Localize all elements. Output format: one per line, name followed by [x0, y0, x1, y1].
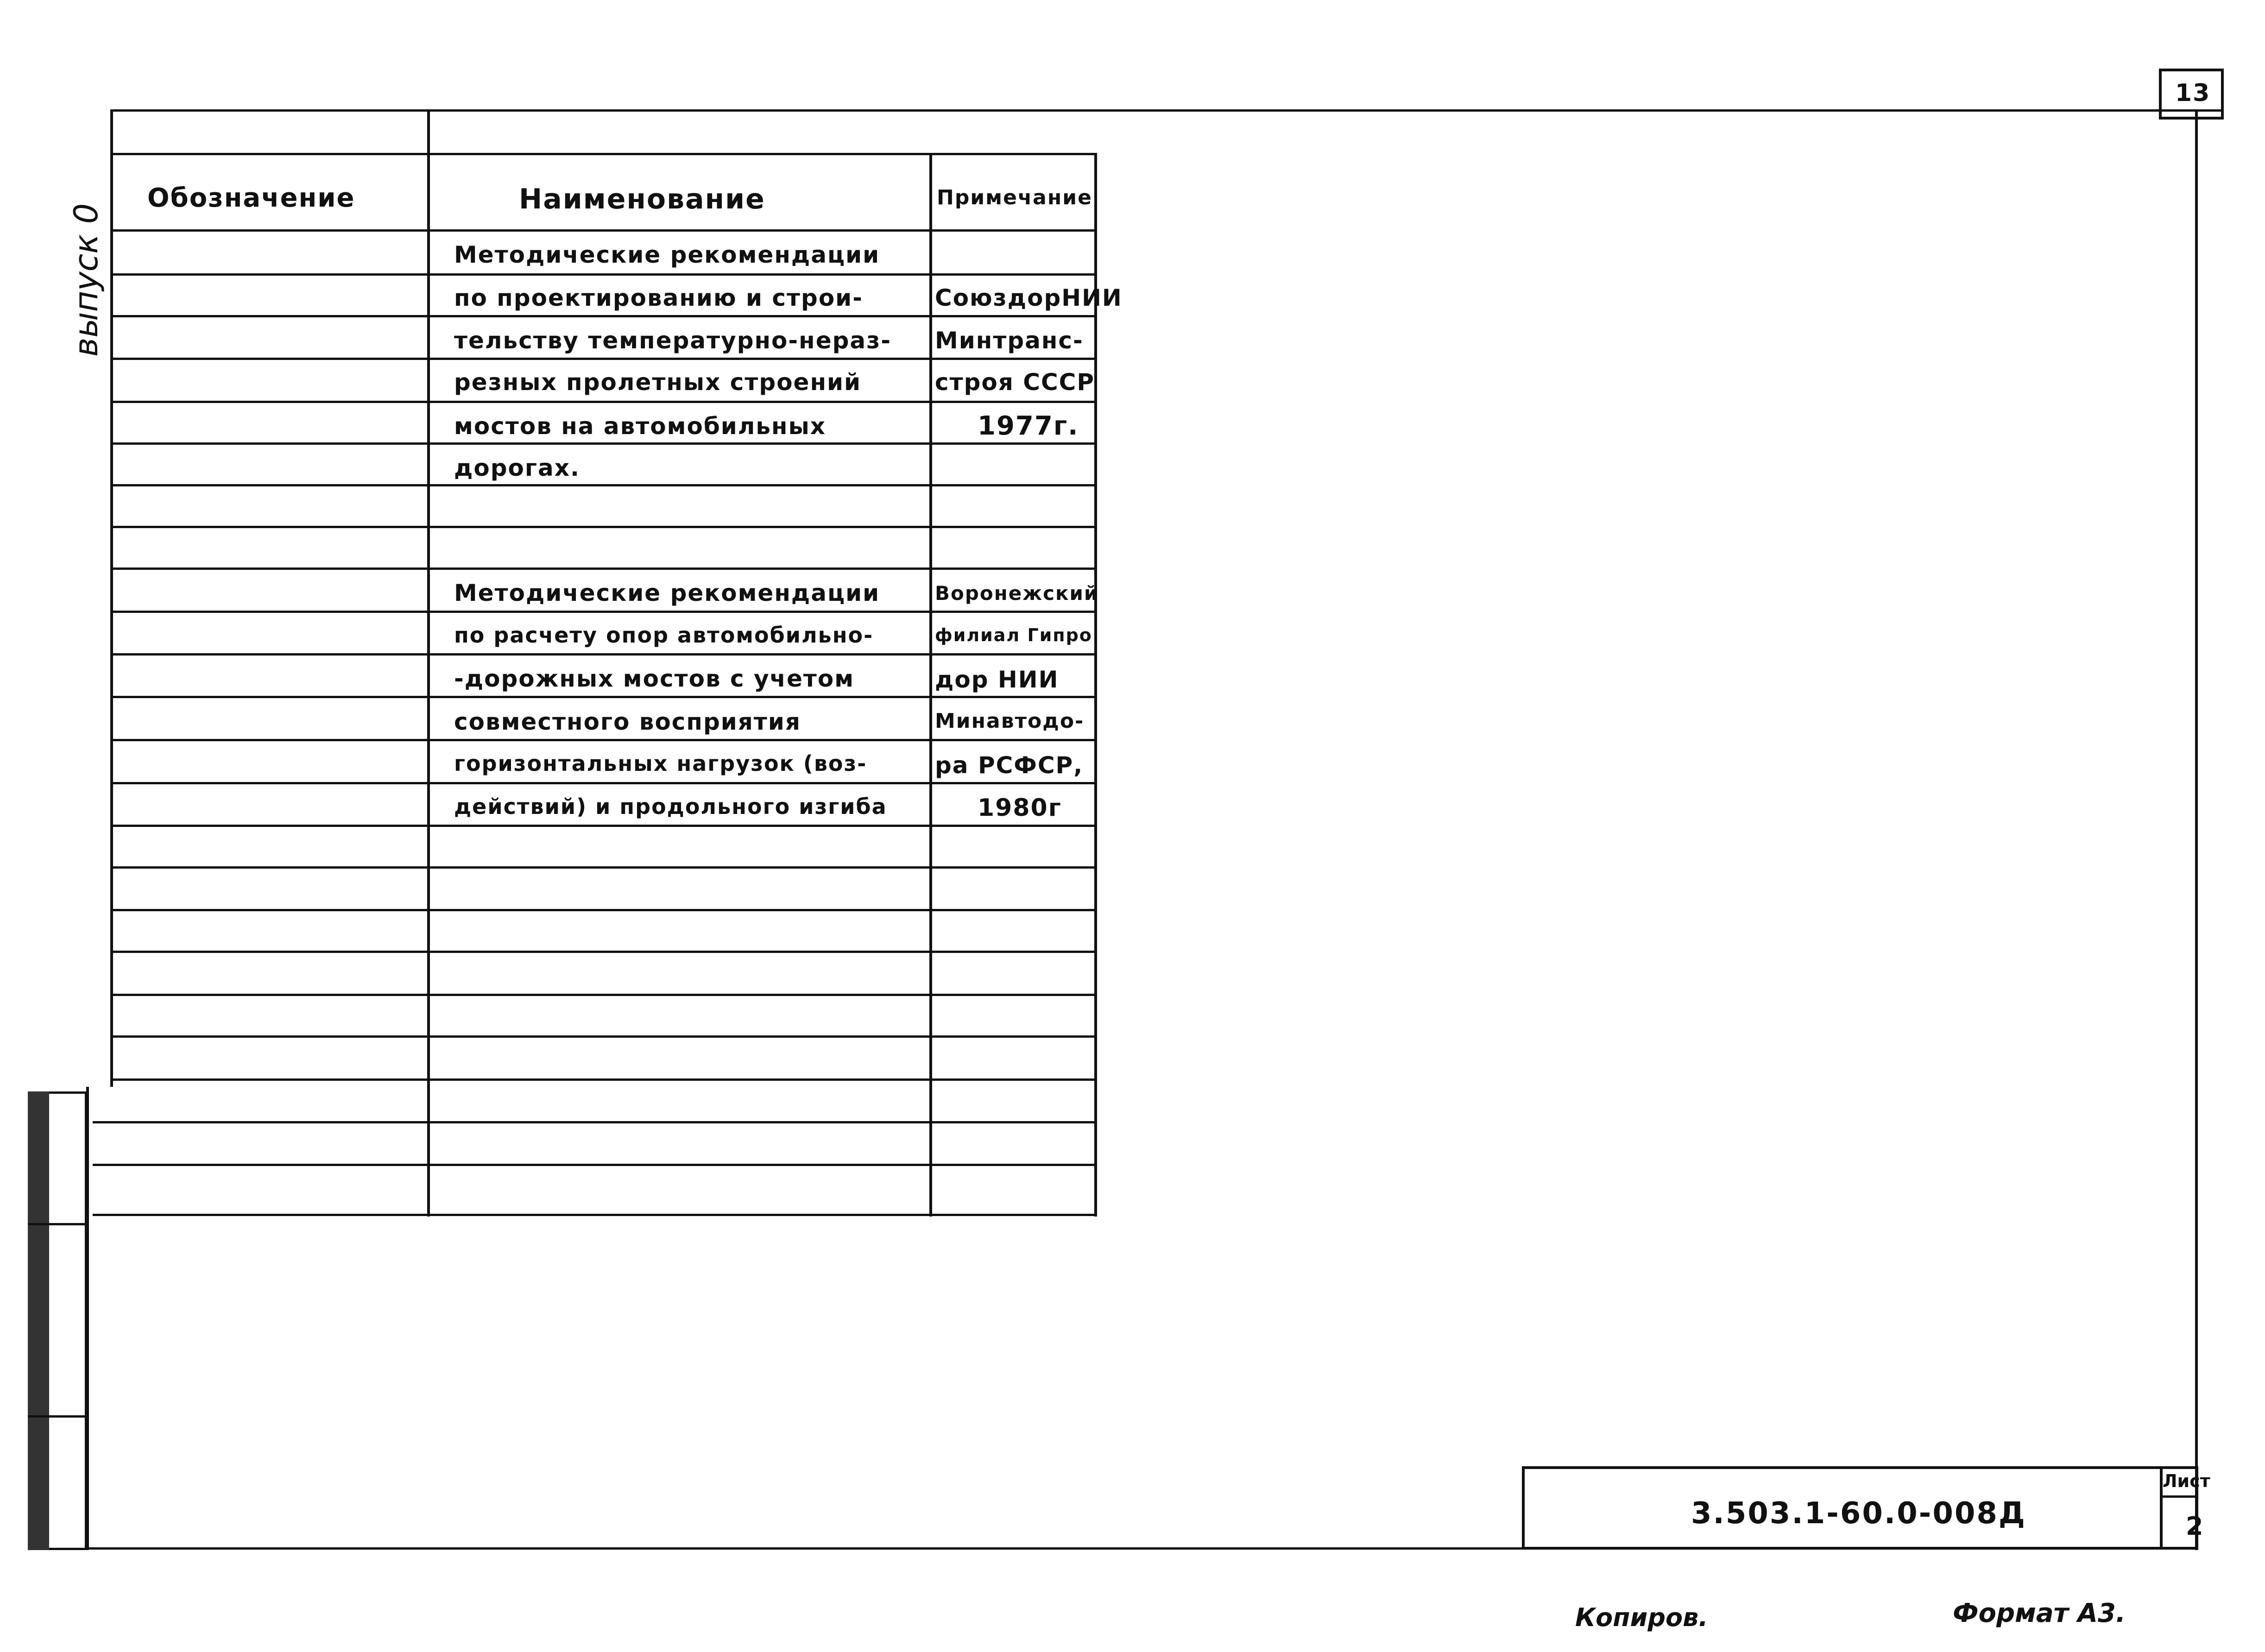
table-row-line	[110, 739, 1097, 741]
entry-1-name-line-1: Методические рекомендации	[454, 241, 880, 268]
entry-1-note-line-5: 1977г.	[978, 411, 1079, 441]
table-row-line	[110, 358, 1097, 360]
table-row-line	[110, 567, 1097, 570]
footer-format: Формат А3.	[1953, 1598, 2126, 1628]
table-row-line	[110, 696, 1097, 698]
table-top-line	[110, 153, 430, 155]
entry-2-note-line-5: ра РСФСР,	[935, 752, 1084, 779]
entry-1-note-line-3: Минтранс-	[935, 327, 1084, 354]
table-right-edge	[1094, 153, 1097, 1217]
table-row-line	[110, 401, 1097, 403]
entry-2-note-line-6: 1980г	[978, 794, 1062, 822]
entry-2-note-line-2: филиал Гипро	[935, 625, 1092, 645]
table-header-top	[430, 153, 1097, 155]
table-row-line	[110, 1035, 1097, 1038]
table-row-line	[93, 1214, 1097, 1216]
header-name: Наименование	[519, 183, 765, 215]
table-row-line	[110, 825, 1097, 827]
table-row-line	[110, 484, 1097, 486]
binding-stamp-divider-2	[28, 1415, 87, 1418]
entry-2-note-line-4: Минавтодо-	[935, 709, 1085, 733]
entry-2-note-line-1: Воронежский	[935, 582, 1099, 605]
table-header-bottom	[110, 229, 1097, 232]
entry-1-name-line-6: дорогах.	[454, 454, 580, 481]
header-designation: Обозначение	[147, 183, 355, 213]
page-number: 13	[2175, 79, 2211, 107]
entry-1-note-line-4: строя СССР	[935, 369, 1095, 396]
frame-right-border	[2195, 109, 2198, 1550]
binding-stamp-divider-1	[28, 1223, 87, 1225]
table-row-line	[110, 653, 1097, 656]
entry-1-name-line-3: тельству температурно-нераз-	[454, 327, 891, 354]
table-row-line	[110, 273, 1097, 276]
table-row-line	[110, 866, 1097, 869]
table-row-line	[93, 1121, 1097, 1123]
table-row-line	[110, 1078, 1097, 1081]
entry-2-name-line-1: Методические рекомендации	[454, 580, 880, 606]
footer-copied: Копиров.	[1575, 1603, 1708, 1632]
table-row-line	[110, 994, 1097, 996]
table-row-line	[110, 909, 1097, 911]
frame-left-border	[110, 109, 113, 1087]
sheet-label: Лист	[2163, 1471, 2210, 1491]
title-block-sheet-divider	[2160, 1495, 2197, 1498]
binding-stamp-fill	[28, 1091, 49, 1550]
table-row-line	[110, 315, 1097, 317]
side-label: выпуск 0	[67, 203, 105, 357]
table-col-divider-2	[929, 153, 932, 1217]
entry-1-name-line-4: резных пролетных строений	[454, 369, 862, 396]
entry-2-note-line-3: дор НИИ	[935, 666, 1059, 693]
entry-1-name-line-2: по проектированию и строи-	[454, 284, 863, 311]
entry-1-name-line-5: мостов на автомобильных	[454, 413, 827, 440]
document-code: 3.503.1-60.0-008Д	[1691, 1496, 2026, 1531]
entry-1-note-line-2: СоюздорНИИ	[935, 284, 1123, 311]
entry-2-name-line-5: горизонтальных нагрузок (воз-	[454, 751, 867, 776]
header-note: Примечание	[937, 186, 1092, 209]
entry-2-name-line-6: действий) и продольного изгиба	[454, 794, 887, 819]
entry-2-name-line-3: -дорожных мостов с учетом	[454, 665, 855, 692]
sheet-number: 2	[2186, 1512, 2204, 1541]
table-row-line	[110, 442, 1097, 445]
entry-2-name-line-4: совместного восприятия	[454, 708, 801, 735]
table-row-line	[110, 782, 1097, 784]
entry-2-name-line-2: по расчету опор автомобильно-	[454, 623, 874, 648]
table-row-line	[110, 951, 1097, 953]
table-row-line	[93, 1164, 1097, 1166]
table-row-line	[110, 526, 1097, 528]
table-row-line	[110, 611, 1097, 613]
